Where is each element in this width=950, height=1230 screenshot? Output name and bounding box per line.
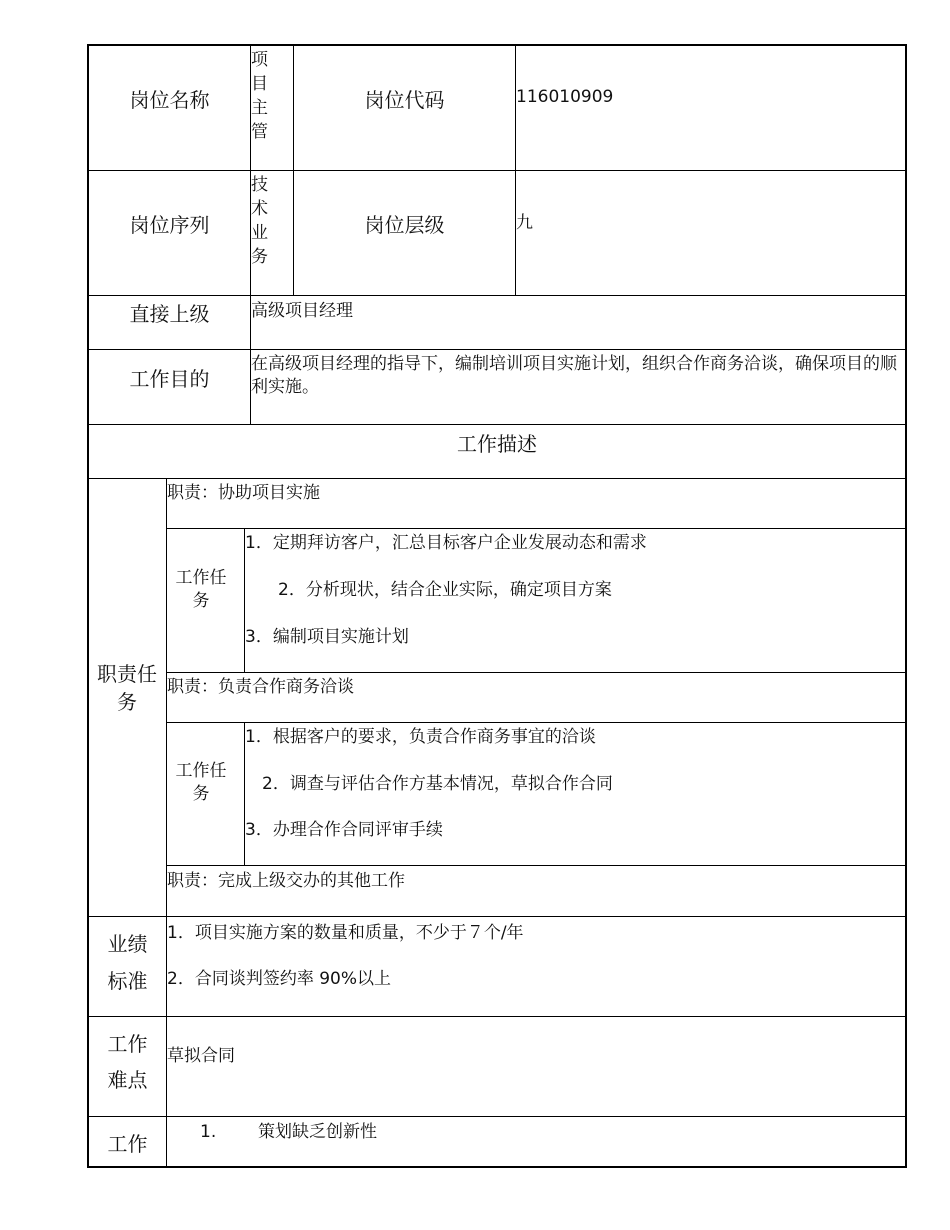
rule-duty2-title [166,722,906,723]
direct-superior-value: 高级项目经理 [251,301,353,321]
last-row-label: 工作 [107,1131,148,1156]
position-sequence-label: 岗位序列 [129,212,210,237]
last-row-value: 策划缺乏创新性 [258,1122,377,1142]
rule-row5 [88,478,906,479]
rule-duty1-title [166,528,906,529]
duty-2-task-1: 1．根据客户的要求，负责合作商务事宜的洽谈 [245,727,596,747]
performance-item-1: 1．项目实施方案的数量和质量，不少于７个/年 [167,923,524,943]
duty-2-task-2: 2．调查与评估合作方基本情况，草拟合作合同 [262,774,613,794]
duty-2-task-3: 3．办理合作合同评审手续 [245,820,443,840]
direct-superior-label: 直接上级 [129,301,210,326]
duty-3-title: 职责：完成上级交办的其他工作 [167,871,405,891]
vrule-code-value [515,44,516,295]
position-name-value: 项目主管 [251,50,268,142]
position-sequence-value: 技术业务 [251,175,268,267]
duty-1-task-3: 3．编制项目实施计划 [245,627,409,647]
performance-label-line2: 标准 [107,968,148,993]
position-code-label: 岗位代码 [364,87,445,112]
rule-duty2-start [166,672,906,673]
rule-duty3-start [166,865,906,866]
rule-performance [88,916,906,917]
border-right [905,44,907,1168]
duty-1-task-2: 2．分析现状，结合企业实际，确定项目方案 [278,580,612,600]
duty-1-title: 职责：协助项目实施 [167,483,320,503]
rule-difficulty [88,1016,906,1017]
duty-1-task-label: 工作任务 [175,568,227,611]
work-purpose-value: 在高级项目经理的指导下，编制培训项目实施计划，组织合作商务洽谈，确保项目的顺利实施。 [251,354,897,397]
work-description-title: 工作描述 [457,431,537,456]
duty-1-task-1: 1．定期拜访客户，汇总目标客户企业发展动态和需求 [245,533,647,553]
border-bottom [88,1166,907,1168]
duties-label: 职责任务 [97,662,157,714]
difficulty-label-line2: 难点 [107,1067,148,1092]
performance-label-line1: 业绩 [107,931,148,956]
position-code-value: 116010909 [516,87,614,107]
difficulty-value: 草拟合同 [167,1046,235,1066]
position-level-label: 岗位层级 [364,212,445,237]
position-name-label: 岗位名称 [129,87,210,112]
performance-item-2: 2．合同谈判签约率 90%以上 [167,969,392,989]
duty-2-task-label: 工作任务 [175,761,227,804]
position-level-value: 九 [516,213,533,233]
work-purpose-label: 工作目的 [129,366,210,391]
rule-last [88,1116,906,1117]
last-row-number: 1. [200,1122,217,1142]
duty-2-title: 职责：负责合作商务洽谈 [167,677,354,697]
difficulty-label-line1: 工作 [107,1031,148,1056]
